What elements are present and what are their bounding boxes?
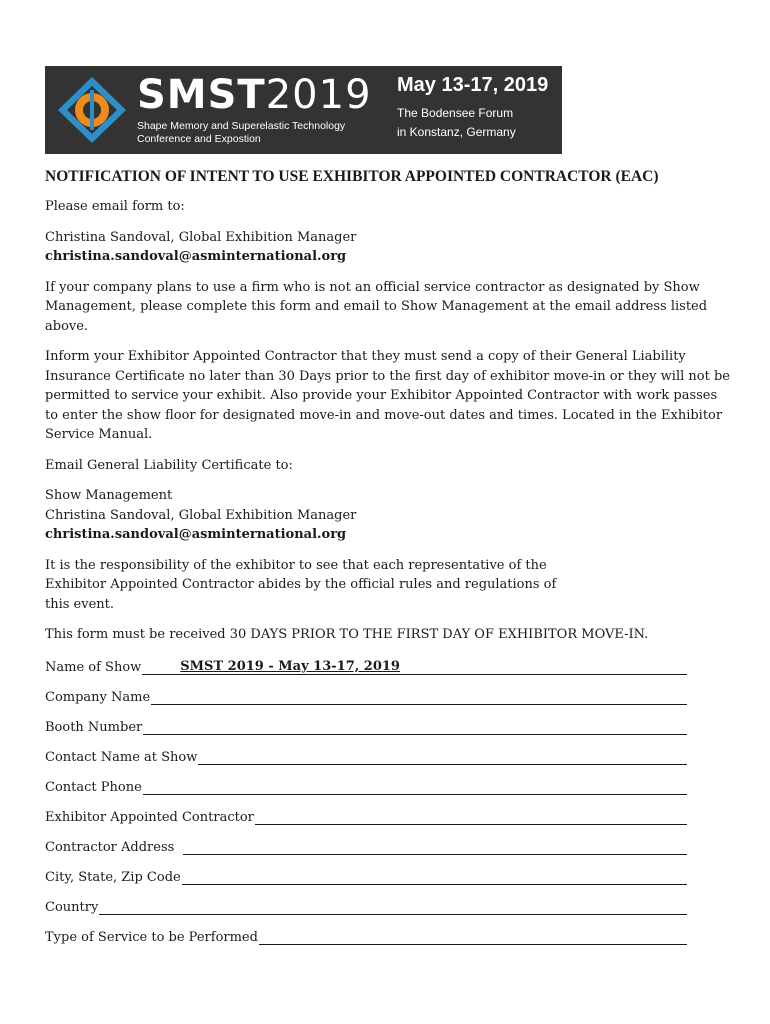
service-type-field[interactable]: [45, 926, 687, 945]
event-dates: May 13-17, 2019: [397, 74, 549, 96]
contact-email-link[interactable]: christina.sandoval@asminternational.org: [45, 527, 347, 542]
field-label: Contact Name at Show: [45, 749, 198, 765]
field-label: Country: [45, 899, 99, 915]
contact-email-link[interactable]: christina.sandoval@asminternational.org: [45, 249, 347, 264]
contact-phone-field[interactable]: [45, 776, 687, 795]
country-field[interactable]: [45, 896, 687, 915]
field-value: SMST 2019 - May 13-17, 2019: [180, 658, 400, 674]
contact-org: Show Management: [45, 488, 173, 503]
city-state-zip-field[interactable]: [45, 866, 687, 885]
booth-number-input[interactable]: [143, 720, 687, 735]
field-label: Contact Phone: [45, 779, 142, 795]
form-document: [45, 168, 730, 956]
paragraph-insurance: Inform your Exhibitor Appointed Contractor that they must send a copy of their General Liability Insurance Certificate no later than 30 Days prior to the first day of exhibitor move-in or they will not be permitted to service your exhibit. Also provide your Exhibitor Appointed Contractor with work passes to enter the show floor for designated move-in and move-out dates and times. Located in the Exhibitor Service Manual.: [45, 349, 730, 442]
field-label: Type of Service to be Performed: [45, 929, 258, 945]
smst-logo-icon: [57, 76, 127, 144]
field-label: Booth Number: [45, 719, 143, 735]
field-label: Exhibitor Appointed Contractor: [45, 809, 254, 825]
contractor-input[interactable]: [255, 810, 687, 825]
show-name-input[interactable]: [142, 660, 687, 675]
show-name-field[interactable]: [45, 656, 687, 675]
field-label: Name of Show: [45, 659, 142, 675]
field-label: City, State, Zip Code: [45, 869, 181, 885]
service-type-input[interactable]: [259, 930, 687, 945]
field-label: Contractor Address: [45, 839, 175, 855]
city-state-zip-input[interactable]: [182, 870, 687, 885]
event-venue: The Bodensee Forum in Konstanz, Germany: [397, 106, 516, 139]
contact-name-field[interactable]: [45, 746, 687, 765]
contact-phone-input[interactable]: [143, 780, 687, 795]
contractor-address-input[interactable]: [183, 840, 687, 855]
paragraph-deadline: This form must be received 30 DAYS PRIOR TO THE FIRST DAY OF EXHIBITOR MOVE-IN.: [45, 627, 649, 642]
country-input[interactable]: [99, 900, 687, 915]
email-intro: Please email form to:: [45, 199, 185, 214]
paragraph-responsibility: It is the responsibility of the exhibitor to see that each representative of the Exhibitor Appointed Contractor abides by the official rules and regulations of this event.: [45, 557, 557, 612]
event-banner: [45, 66, 562, 154]
contractor-field[interactable]: [45, 806, 687, 825]
contact-block-1: [45, 228, 730, 267]
contractor-address-field[interactable]: [45, 836, 687, 855]
field-label: Company Name: [45, 689, 151, 705]
certificate-intro: Email General Liability Certificate to:: [45, 457, 293, 473]
contact-name: Christina Sandoval, Global Exhibition Manager: [45, 507, 357, 523]
contact-name-input[interactable]: [198, 750, 687, 765]
brand-wordmark: SMST2019: [137, 72, 372, 118]
brand-tagline: Shape Memory and Superelastic Technology Conference and Expostion: [137, 120, 346, 145]
company-name-input[interactable]: [151, 690, 687, 705]
company-name-field[interactable]: [45, 686, 687, 705]
form-title: NOTIFICATION OF INTENT TO USE EXHIBITOR APPOINTED CONTRACTOR (EAC): [45, 168, 659, 185]
contact-name: Christina Sandoval, Global Exhibition Manager: [45, 229, 357, 245]
contact-block-2: [45, 486, 730, 545]
paragraph-official-contractor: If your company plans to use a firm who is not an official service contractor as designated by Show Management, please complete this form and email to Show Management at the email address listed above.: [45, 279, 708, 334]
booth-number-field[interactable]: [45, 716, 687, 735]
